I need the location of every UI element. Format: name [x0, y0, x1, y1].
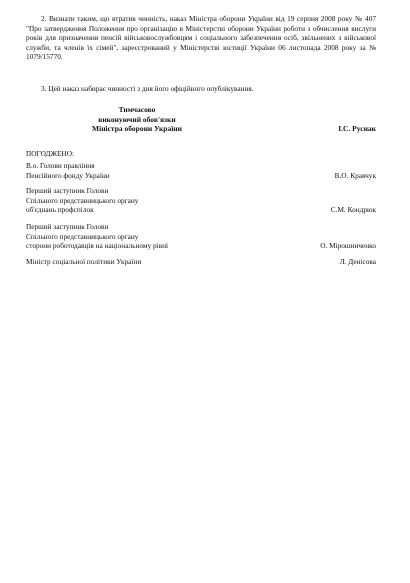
approver-position-line: Міністр соціальної політики України [26, 257, 142, 266]
approver-block [26, 186, 376, 215]
signer-name: І.С. Руснак [338, 124, 376, 134]
signer-position-line: виконуючий обов'язки [98, 114, 176, 124]
approver-block [26, 161, 376, 180]
approver-block [26, 222, 376, 251]
paragraph-2: 2. Визнати таким, що втратив чинність, наказ Міністра оборони України від 19 серпня 2008 року № 407 "Про затвердження Положення про організацію в Міністерстві оборони України роботи з обчислення вислуги років для призначення пенсій військовослужбовцям і соціального забезпечення осіб, звільнених з військової служби, та членів їх сімей", зареєстрований у Міністерстві юстиції України 06 листопада 2008 року за № 1079/15770. [26, 14, 376, 62]
approver-position-line: об'єднань профспілок [26, 205, 94, 215]
approver-block [26, 257, 376, 267]
signer-position [72, 105, 202, 134]
approver-name: О. Мірошниченко [320, 241, 376, 251]
signer-position-line: Міністра оборони України [92, 124, 182, 134]
approver-position [26, 161, 376, 180]
approver-name: В.О. Кравчук [334, 170, 376, 180]
approver-position-line: Спільного представницького органу [26, 231, 139, 241]
approver-name: С.М. Кондрюк [330, 205, 376, 215]
signer-position-line: Тимчасово [118, 105, 156, 114]
approver-position-line: Спільного представницького органу [26, 195, 139, 205]
agreed-heading: ПОГОДЖЕНО: [26, 149, 75, 158]
approver-position [26, 186, 376, 215]
approver-name: Л. Денісова [339, 257, 376, 266]
approver-position-line: В.о. Голови правління [26, 161, 95, 170]
paragraph-3: 3. Цей наказ набирає чинності з дня його офіційного опублікування. [41, 84, 254, 93]
approver-position-line: Перший заступник Голови [26, 186, 109, 195]
approver-position [26, 257, 376, 267]
approver-position-line: сторони роботодавців на національному рівні [26, 241, 169, 251]
approver-position-line: Перший заступник Голови [26, 222, 109, 231]
approver-position-line: Пенсійного фонду України [26, 170, 110, 180]
